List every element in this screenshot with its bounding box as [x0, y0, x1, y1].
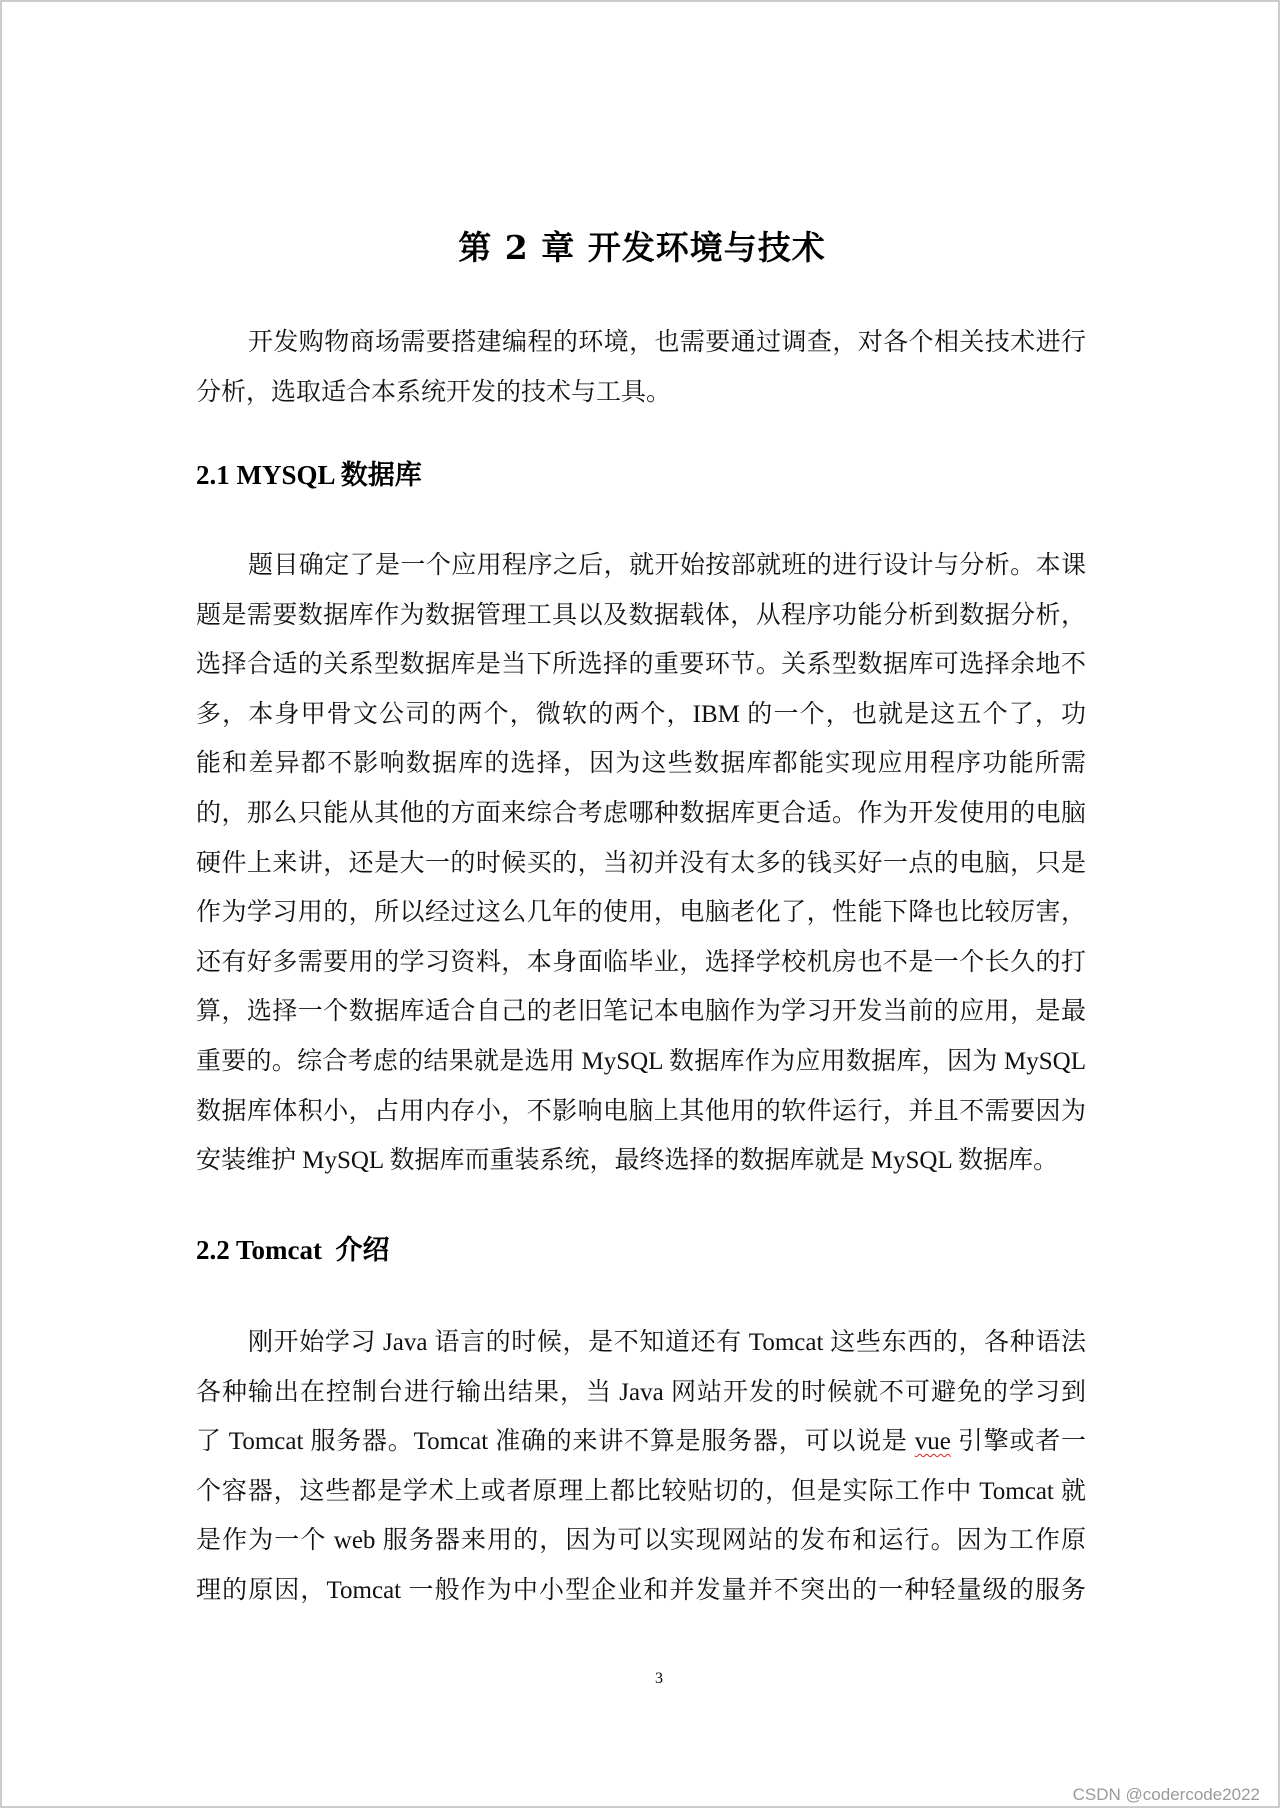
intro-paragraph	[196, 318, 1086, 417]
paragraph-line: 理的原因，Tomcat 一般作为中小型企业和并发量并不突出的一种轻量级的服务	[196, 1576, 1086, 1604]
paragraph-line: 硬件上来讲，还是大一的时候买的，当初并没有太多的钱买好一点的电脑，只是	[196, 849, 1086, 877]
paragraph-line	[196, 1417, 1086, 1467]
paragraph-line: 多，本身甲骨文公司的两个，微软的两个，IBM 的一个，也就是这五个了，功	[196, 700, 1086, 728]
paragraph-line: 作为学习用的，所以经过这么几年的使用，电脑老化了，性能下降也比较厉害，	[196, 899, 1086, 927]
paragraph-line: 的，那么只能从其他的方面来综合考虑哪种数据库更合适。作为开发使用的电脑	[196, 799, 1086, 827]
paragraph-line: 重要的。综合考虑的结果就是选用 MySQL 数据库作为应用数据库，因为 MySQL	[196, 1047, 1086, 1075]
chapter-title: 第 2 章 开发环境与技术	[458, 228, 826, 267]
paragraph-line: 各种输出在控制台进行输出结果，当 Java 网站开发的时候就不可避免的学习到	[196, 1378, 1086, 1406]
paragraph-line: 还有好多需要用的学习资料，本身面临毕业，选择学校机房也不是一个长久的打	[196, 948, 1086, 976]
line-text: 了 Tomcat 服务器。Tomcat 准确的来讲不算是服务器，可以说是	[196, 1428, 915, 1456]
paragraph-line: 开发购物商场需要搭建编程的环境，也需要通过调查，对各个相关技术进行	[248, 329, 1086, 356]
paragraph-line: 个容器，这些都是学术上或者原理上都比较贴切的，但是实际工作中 Tomcat 就	[196, 1477, 1086, 1505]
paragraph-line: 选择合适的关系型数据库是当下所选择的重要环节。关系型数据库可选择余地不	[196, 651, 1086, 679]
paragraph-line: 数据库体积小，占用内存小，不影响电脑上其他用的软件运行，并且不需要因为	[196, 1097, 1086, 1125]
paragraph-line: 安装维护 MySQL 数据库而重装系统，最终选择的数据库就是 MySQL 数据库。	[196, 1147, 1059, 1175]
mysql-paragraph	[196, 541, 1086, 1186]
line-text: 引擎或者一	[950, 1428, 1086, 1456]
paragraph-line: 算，选择一个数据库适合自己的老旧笔记本电脑作为学习开发当前的应用，是最	[196, 998, 1086, 1026]
page-number: 3	[655, 1670, 663, 1687]
spellcheck-marked-word[interactable]: vue	[914, 1428, 951, 1456]
paragraph-line: 刚开始学习 Java 语言的时候，是不知道还有 Tomcat 这些东西的，各种语法	[248, 1329, 1086, 1356]
section-heading-2-2: 2.2 Tomcat 介绍	[196, 1235, 390, 1265]
paragraph-line: 题目确定了是一个应用程序之后，就开始按部就班的进行设计与分析。本课	[248, 552, 1086, 579]
tomcat-paragraph	[196, 1318, 1086, 1616]
paragraph-line: 题是需要数据库作为数据管理工具以及数据载体，从程序功能分析到数据分析，	[196, 601, 1086, 629]
paragraph-line: 分析，选取适合本系统开发的技术与工具。	[196, 378, 672, 406]
csdn-watermark: CSDN @codercode2022	[1072, 1785, 1260, 1804]
paragraph-line: 能和差异都不影响数据库的选择，因为这些数据库都能实现应用程序功能所需	[196, 750, 1086, 778]
section-heading-2-1: 2.1 MYSQL 数据库	[196, 460, 422, 490]
paragraph-line: 是作为一个 web 服务器来用的，因为可以实现网站的发布和运行。因为工作原	[196, 1527, 1086, 1555]
